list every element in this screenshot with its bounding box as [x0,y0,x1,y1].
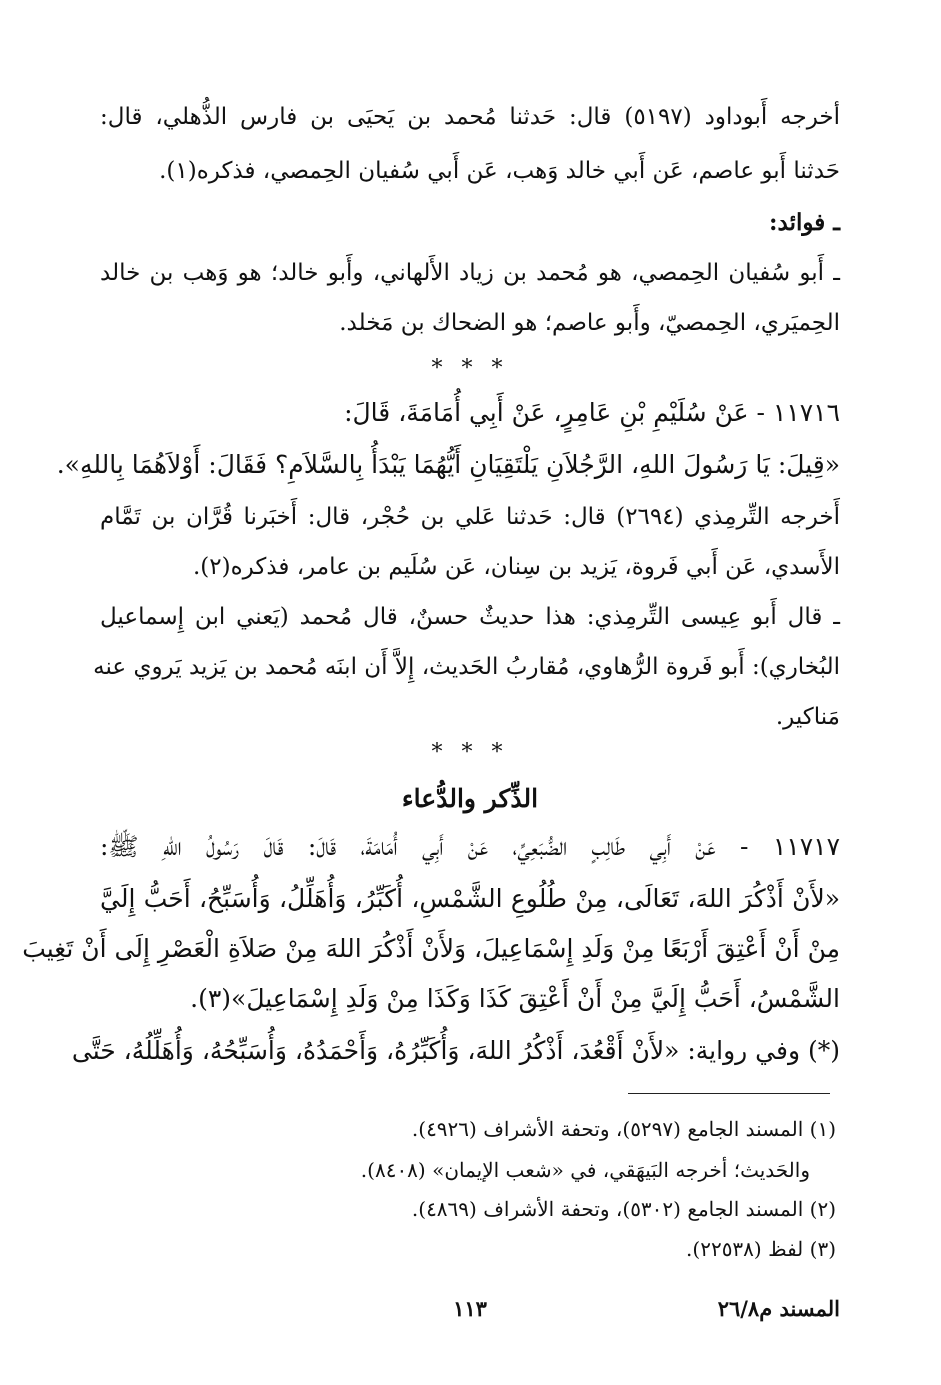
hadith-text: مِنْ أَنْ أَعْتِقَ أَرْبَعًا مِنْ وَلَدِ إِسْمَاعِيلَ، وَلأَنْ أَذْكُرَ اللهَ مِنْ صَلاَةِ الْعَصْرِ إِلَى أَنْ تَغِيبَ [22,934,840,963]
separator-stars: * * * [431,740,509,765]
footnote: (٣) لفظ (٢٢٥٣٨). [686,1237,836,1261]
body-line: ـ أَبو سُفيان الحِمصي، هو مُحمد بن زياد الأَلهاني، وأَبو خالد؛ هو وَهب بن خالد [100,260,840,286]
riwaya-text: (*) وفي رواية: «لأَنْ أَقْعُدَ، أَذْكُرُ اللهَ، وَأُكَبِّرُهُ، وَأَحْمَدُهُ، وَأُسَبِّحُهُ، وَأُهَلِّلُهُ، حَتَّى [71,1036,840,1065]
section-subheading: ـ فوائد: [769,209,840,236]
body-line: أَخرجه التِّرمِذي (٢٦٩٤) قال: حَدثنا عَلي بن حُجْر، قال: أَخبَرنا قُرَّان بن تَمَّام [100,504,840,530]
hadith-text: «قِيلَ: يَا رَسُولَ اللهِ، الرَّجُلاَنِ يَلْتَقِيَانِ أَيُّهُمَا يَبْدَأُ بِالسَّلاَمِ؟ فَقَالَ: أَوْلاَهُمَا بِاللهِ». [56,450,840,479]
hadith-text: «لأَنْ أَذْكُرَ اللهَ، تَعَالَى، مِنْ طُلُوعِ الشَّمْسِ، أُكَبِّرُ، وَأُهَلِّلُ، وَأُسَبِّحُ، أَحَبُّ إِلَيَّ [100,884,840,913]
body-line: حَدثنا أَبو عاصم، عَن أَبي خالد وَهب، عَن أَبي سُفيان الحِمصي، فذكره(١). [159,158,840,184]
footnote: (٢) المسند الجامع (٥٣٠٢)، وتحفة الأشراف (٤٨٦٩). [411,1197,836,1221]
body-line: ـ قال أَبو عِيسى التِّرمِذي: هذا حديثٌ حسنٌ، قال مُحمد (يَعني ابن إِسماعيل [100,604,840,630]
footnote-divider [628,1093,830,1094]
hadith-heading: ١١٧١٧ - عَنْ أَبِي طَالِبٍ الضُّبَعِيِّ، عَنْ أَبِي أُمَامَةَ، قَالَ: قَالَ رَسُولُ اللهِ ﷺ: [100,832,840,861]
body-line: أخرجه أَبوداود (٥١٩٧) قال: حَدثنا مُحمد بن يَحيَى بن فارس الذُّهلي، قال: [100,104,840,130]
body-line: البُخاري): أَبو فَروة الرُّهاوي، مُقاربُ الحَديث، إِلاَّ أَن ابنَه مُحمد بن يَزيد يَروي عنه [93,654,840,680]
page-number: ١١٣ [453,1296,487,1321]
separator-stars: * * * [431,356,509,381]
section-title: الذِّكر والدُّعاء [401,784,539,813]
body-line: مَناكير. [775,704,840,730]
body-line: الحِميَري، الحِمصيّ، وأَبو عاصم؛ هو الضحاك بن مَخلد. [339,310,840,336]
body-line: الأَسدي، عَن أَبي فَروة، يَزيد بن سِنان، عَن سُلَيم بن عامر، فذكره(٢). [193,554,840,580]
hadith-heading: ١١٧١٦ - عَنْ سُلَيْمِ بْنِ عَامِرٍ، عَنْ أَبِي أُمَامَةَ، قَالَ: [344,398,840,427]
hadith-text: الشَّمْسُ، أَحَبُّ إِلَيَّ مِنْ أَنْ أَعْتِقَ كَذَا وَكَذَا مِنْ وَلَدِ إِسْمَاعِيلَ»(٣). [190,984,840,1013]
footnote: (١) المسند الجامع (٥٢٩٧)، وتحفة الأشراف (٤٩٢٦). [411,1117,836,1141]
running-head: المسند م٢٦/٨ [717,1296,840,1321]
footnote: والحَديث؛ أخرجه البَيهَقي، في «شعب الإيمان» (٨٤٠٨). [360,1158,810,1182]
